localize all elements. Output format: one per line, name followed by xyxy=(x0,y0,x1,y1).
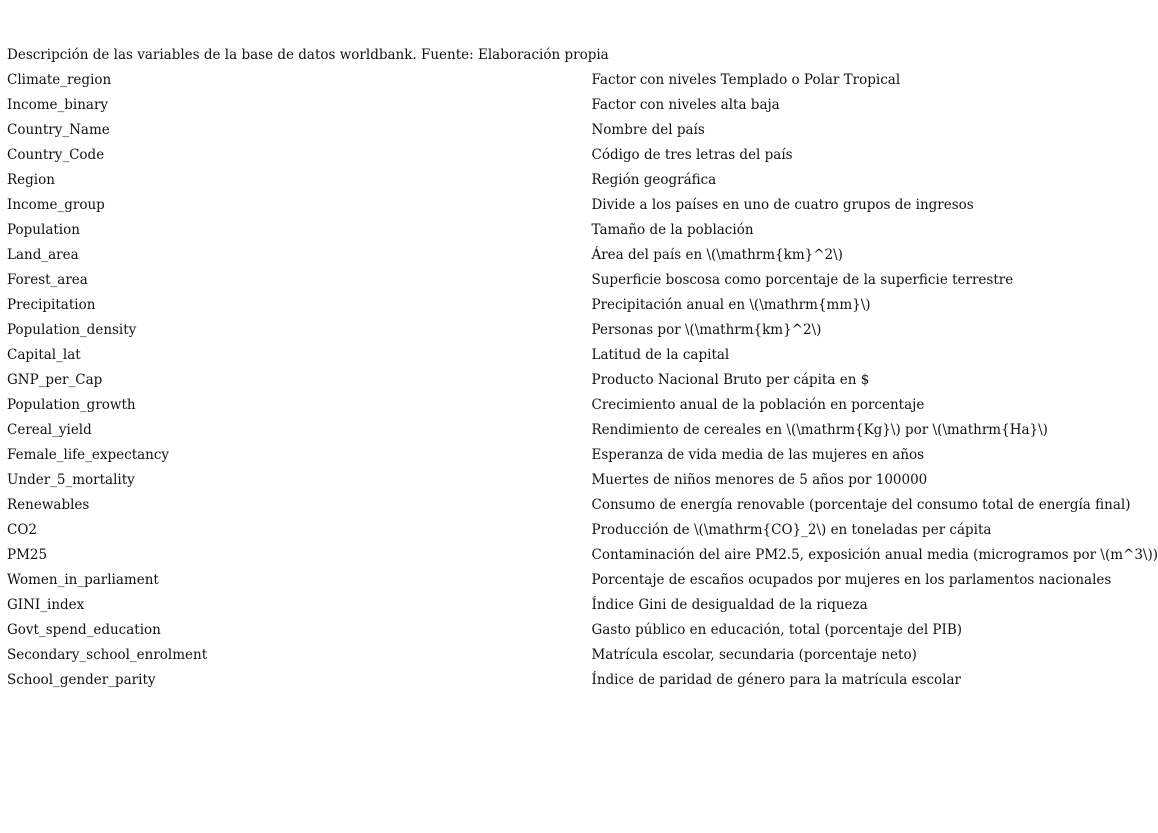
variable-description: Área del país en \(\mathrm{km}^2\) xyxy=(591,247,843,263)
variable-description: Muertes de niños menores de 5 años por 100000 xyxy=(591,472,928,488)
table-row xyxy=(7,243,1158,268)
variable-description: Gasto público en educación, total (porcentaje del PIB) xyxy=(591,622,963,638)
table-row xyxy=(7,268,1158,293)
variables-table xyxy=(7,68,1158,693)
table-row xyxy=(7,418,1158,443)
table-row xyxy=(7,643,1158,668)
table-row xyxy=(7,468,1158,493)
table-row xyxy=(7,93,1158,118)
variable-name: Female_life_expectancy xyxy=(7,447,170,463)
variable-description: Factor con niveles alta baja xyxy=(591,97,780,113)
table-row xyxy=(7,443,1158,468)
variable-description: Índice Gini de desigualdad de la riqueza xyxy=(591,597,868,613)
table-row xyxy=(7,618,1158,643)
variable-description: Crecimiento anual de la población en porcentaje xyxy=(591,397,925,413)
variable-description: Divide a los países en uno de cuatro grupos de ingresos xyxy=(591,197,974,213)
table-caption: Descripción de las variables de la base de datos worldbank. Fuente: Elaboración propia xyxy=(7,47,609,63)
table-row xyxy=(7,593,1158,618)
table-row xyxy=(7,293,1158,318)
variable-description: Producción de \(\mathrm{CO}_2\) en toneladas per cápita xyxy=(591,522,992,538)
variable-name: Population_density xyxy=(7,322,137,338)
variable-name: Capital_lat xyxy=(7,347,81,363)
variable-description: Precipitación anual en \(\mathrm{mm}\) xyxy=(591,297,871,313)
variable-name: Secondary_school_enrolment xyxy=(7,647,208,663)
table-row xyxy=(7,68,1158,93)
variable-name: Population xyxy=(7,222,80,238)
variable-name: GNP_per_Cap xyxy=(7,372,103,388)
variable-name: Region xyxy=(7,172,55,188)
table-row xyxy=(7,168,1158,193)
table-row xyxy=(7,193,1158,218)
variable-name: GINI_index xyxy=(7,597,85,613)
table-row xyxy=(7,343,1158,368)
variable-description: Nombre del país xyxy=(591,122,705,138)
variable-name: Country_Code xyxy=(7,147,105,163)
document xyxy=(7,43,1158,693)
table-row xyxy=(7,218,1158,243)
table-row xyxy=(7,318,1158,343)
variable-description: Rendimiento de cereales en \(\mathrm{Kg}\) por \(\mathrm{Ha}\) xyxy=(591,422,1048,438)
variable-description: Contaminación del aire PM2.5, exposición anual media (microgramos por \(m^3\)) xyxy=(591,547,1158,563)
variable-name: Climate_region xyxy=(7,72,112,88)
variable-description: Esperanza de vida media de las mujeres en años xyxy=(591,447,925,463)
variable-name: Country_Name xyxy=(7,122,110,138)
variable-name: Under_5_mortality xyxy=(7,472,135,488)
variable-name: Land_area xyxy=(7,247,79,263)
table-row xyxy=(7,568,1158,593)
variable-description: Superficie boscosa como porcentaje de la superficie terrestre xyxy=(591,272,1014,288)
table-row xyxy=(7,668,1158,693)
table-row xyxy=(7,518,1158,543)
variables-table-body xyxy=(7,68,1158,693)
variable-name: PM25 xyxy=(7,547,48,563)
variable-description: Consumo de energía renovable (porcentaje del consumo total de energía final) xyxy=(591,497,1131,513)
table-row xyxy=(7,543,1158,568)
table-row xyxy=(7,118,1158,143)
variable-description: Latitud de la capital xyxy=(591,347,730,363)
variable-description: Matrícula escolar, secundaria (porcentaje neto) xyxy=(591,647,917,663)
variable-description: Región geográfica xyxy=(591,172,717,188)
variable-description: Índice de paridad de género para la matrícula escolar xyxy=(591,672,961,688)
variable-name: Income_binary xyxy=(7,97,109,113)
variable-name: Renewables xyxy=(7,497,90,513)
variable-name: Cereal_yield xyxy=(7,422,92,438)
variable-name: Population_growth xyxy=(7,397,136,413)
variable-name: Women_in_parliament xyxy=(7,572,159,588)
variable-name: CO2 xyxy=(7,522,37,538)
table-row xyxy=(7,493,1158,518)
variable-name: Income_group xyxy=(7,197,105,213)
variable-description: Código de tres letras del país xyxy=(591,147,793,163)
variable-name: Precipitation xyxy=(7,297,96,313)
table-row xyxy=(7,393,1158,418)
variable-description: Tamaño de la población xyxy=(591,222,754,238)
variable-name: Govt_spend_education xyxy=(7,622,161,638)
variable-name: School_gender_parity xyxy=(7,672,156,688)
variable-description: Producto Nacional Bruto per cápita en $ xyxy=(591,372,870,388)
variable-description: Factor con niveles Templado o Polar Tropical xyxy=(591,72,901,88)
table-row xyxy=(7,143,1158,168)
table-row xyxy=(7,368,1158,393)
variable-description: Personas por \(\mathrm{km}^2\) xyxy=(591,322,822,338)
variable-name: Forest_area xyxy=(7,272,88,288)
variable-description: Porcentaje de escaños ocupados por mujeres en los parlamentos nacionales xyxy=(591,572,1112,588)
